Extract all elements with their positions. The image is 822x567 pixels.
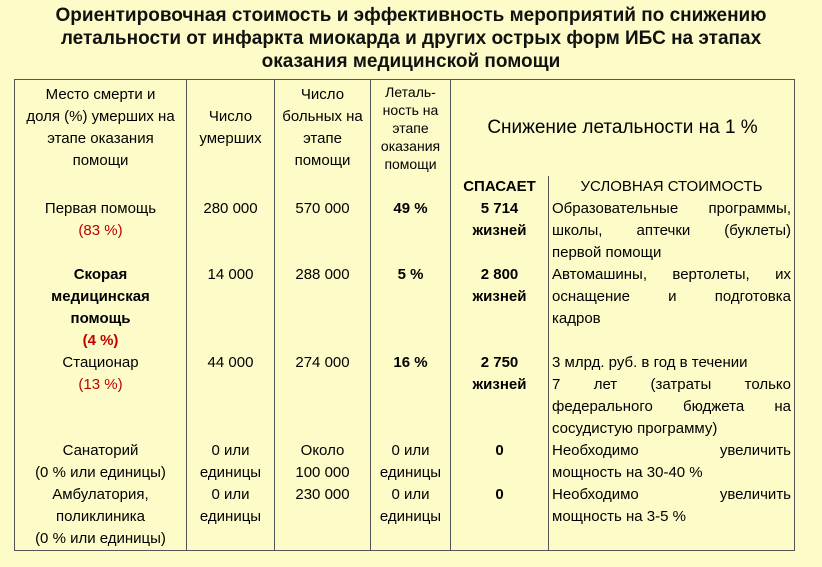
place-cell xyxy=(15,484,187,551)
header-reduction: Снижение летальности на 1 % xyxy=(451,80,795,176)
patients-cell xyxy=(275,440,371,484)
cost-cell xyxy=(549,352,795,440)
header-lethality-line: оказания xyxy=(380,137,441,154)
deaths-line: 0 или xyxy=(211,485,250,503)
header-lethality-line: Леталь- xyxy=(385,83,436,100)
patients-cell: 570 000 xyxy=(275,176,371,264)
deaths-cell xyxy=(187,440,275,484)
patients-cell: 288 000 xyxy=(275,264,371,352)
cost-line: Необходимо увеличить xyxy=(552,441,792,459)
cost-line: федерального бюджета на xyxy=(552,397,792,415)
header-place-line: доля (%) умерших на xyxy=(26,107,175,125)
place-label: Стационар xyxy=(62,353,139,371)
cost-line: кадров xyxy=(552,309,601,327)
place-label: Санаторий xyxy=(62,441,139,459)
deaths-line: единицы xyxy=(199,463,262,481)
cost-line: сосудистую программу) xyxy=(552,419,718,437)
saves-cell xyxy=(451,264,549,352)
saves-unit: жизней xyxy=(472,287,527,305)
header-place-line: этапе оказания xyxy=(47,129,154,147)
saves-value: 2 800 xyxy=(480,265,519,283)
lethality-line: 0 или xyxy=(391,441,430,459)
cost-line: 7 лет (затраты только xyxy=(552,375,792,393)
deaths-line: единицы xyxy=(199,507,262,525)
header-patients-line: помощи xyxy=(294,151,351,169)
saves-value: 2 750 xyxy=(480,353,519,371)
header-lethality-line: этапе xyxy=(392,119,429,136)
title-line-3: оказания медицинской помощи xyxy=(261,51,561,72)
lethality-cell: 49 % xyxy=(371,176,451,264)
place-cell xyxy=(15,440,187,484)
lethality-line: единицы xyxy=(379,507,442,525)
lethality-cell: 5 % xyxy=(371,264,451,352)
saves-cell xyxy=(451,352,549,440)
cost-cell xyxy=(549,176,795,264)
cost-line: мощность на 3-5 % xyxy=(552,507,686,525)
patients-line: 100 000 xyxy=(295,463,350,481)
deaths-cell xyxy=(187,484,275,551)
header-patients xyxy=(275,80,371,176)
place-cell xyxy=(15,264,187,352)
deaths-cell: 44 000 xyxy=(187,352,275,440)
lethality-line: 0 или xyxy=(391,485,430,503)
header-deaths-line: умерших xyxy=(199,129,262,147)
header-lethality xyxy=(371,80,451,176)
page-title xyxy=(0,4,822,73)
cost-line: школы, аптечки (буклеты) xyxy=(552,221,792,239)
saves-unit: жизней xyxy=(472,221,527,239)
place-label: Первая помощь xyxy=(44,199,157,217)
lethality-cell xyxy=(371,484,451,551)
patients-line: 230 000 xyxy=(295,485,350,503)
saves-cell xyxy=(451,440,549,484)
saves-header: СПАСАЕТ xyxy=(463,177,536,195)
cost-effectiveness-table xyxy=(14,79,795,551)
place-label: Скорая xyxy=(73,265,128,283)
lethality-cell xyxy=(371,440,451,484)
place-label: (0 % или единицы) xyxy=(35,529,166,547)
table-row xyxy=(15,440,795,484)
header-patients-line: Число xyxy=(300,85,345,103)
header-place-line: Место смерти и xyxy=(45,85,156,103)
table-row xyxy=(15,484,795,551)
saves-cell xyxy=(451,176,549,264)
header-patients-line: этапе xyxy=(303,129,342,147)
title-line-2: летальности от инфаркта миокарда и других острых форм ИБС на этапах xyxy=(60,28,762,49)
cost-line: мощность на 30-40 % xyxy=(552,463,703,481)
deaths-cell: 280 000 xyxy=(187,176,275,264)
title-line-1: Ориентировочная стоимость и эффективность мероприятий по снижению xyxy=(55,5,767,26)
cost-line: Образовательные программы, xyxy=(552,199,792,217)
cost-line: Автомашины, вертолеты, их xyxy=(552,265,792,283)
share-label: (13 %) xyxy=(78,375,123,393)
cost-line: первой помощи xyxy=(552,243,662,261)
place-cell xyxy=(15,352,187,440)
place-label: поликлиника xyxy=(55,507,146,525)
table-row xyxy=(15,176,795,264)
header-deaths-line: Число xyxy=(208,107,253,125)
place-label: Амбулатория, xyxy=(52,485,149,503)
lethality-cell: 16 % xyxy=(371,352,451,440)
cost-line: Необходимо увеличить xyxy=(552,485,792,503)
saves-unit: жизней xyxy=(472,375,527,393)
header-lethality-line: помощи xyxy=(384,155,437,172)
cost-header: УСЛОВНАЯ СТОИМОСТЬ xyxy=(580,177,763,195)
cost-cell xyxy=(549,440,795,484)
place-label: (0 % или единицы) xyxy=(35,463,166,481)
deaths-line: 0 или xyxy=(211,441,250,459)
cost-cell xyxy=(549,484,795,551)
place-label: помощь xyxy=(70,309,131,327)
header-patients-line: больных на xyxy=(282,107,363,125)
header-deaths xyxy=(187,80,275,176)
patients-line: Около xyxy=(300,441,345,459)
share-label: (4 %) xyxy=(82,331,119,349)
share-label: (83 %) xyxy=(78,221,123,239)
cost-cell xyxy=(549,264,795,352)
saves-value: 0 xyxy=(495,485,504,503)
header-place-line: помощи xyxy=(72,151,129,169)
patients-cell xyxy=(275,484,371,551)
saves-value: 0 xyxy=(495,441,504,459)
table-row xyxy=(15,352,795,440)
cost-line: 3 млрд. руб. в год в течении xyxy=(552,353,748,371)
table-row xyxy=(15,264,795,352)
lethality-line: единицы xyxy=(379,463,442,481)
patients-cell: 274 000 xyxy=(275,352,371,440)
header-lethality-line: ность на xyxy=(382,101,439,118)
saves-cell xyxy=(451,484,549,551)
header-place xyxy=(15,80,187,176)
deaths-cell: 14 000 xyxy=(187,264,275,352)
cost-line: оснащение и подготовка xyxy=(552,287,792,305)
place-label: медицинская xyxy=(51,287,150,305)
place-cell xyxy=(15,176,187,264)
table-header-row xyxy=(15,80,795,176)
saves-value: 5 714 xyxy=(480,199,519,217)
